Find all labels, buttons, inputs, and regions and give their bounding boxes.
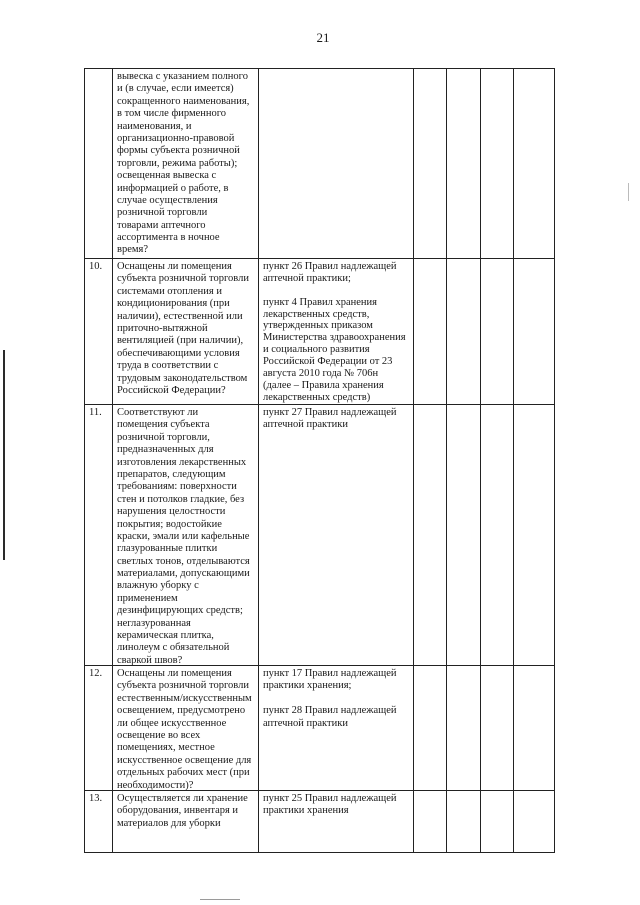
reference-text-line: (далее – Правила хранения <box>263 379 384 391</box>
page-number: 21 <box>316 30 330 45</box>
question-text-line: сваркой швов? <box>117 654 183 665</box>
question-text-line: изготовления лекарственных <box>117 456 247 468</box>
table-row <box>85 405 554 666</box>
question-text-line: нарушения целостности <box>117 506 226 518</box>
reference-text-line: пункт 27 Правил надлежащей <box>263 407 397 418</box>
question-text-line: Осуществляется ли хранение <box>117 793 248 804</box>
question-text-line: приточно-вытяжной <box>117 322 208 334</box>
question-text-line: оборудования, инвентаря и <box>117 805 239 817</box>
answer-cell-1 <box>414 791 447 852</box>
question-cell <box>113 69 259 258</box>
reference-text-line: Российской Федерации от 23 <box>263 356 393 368</box>
reference-text-line: пункт 26 Правил надлежащей <box>263 261 397 272</box>
reference-text-line: и социального развития <box>263 344 370 356</box>
question-text-line: трудовым законодательством <box>117 372 248 384</box>
question-text-line: обеспечивающими условия <box>117 347 240 359</box>
scan-speck <box>200 899 240 900</box>
question-text-line: керамическая плитка, <box>117 630 214 642</box>
question-text-line: Российской Федерации? <box>117 384 226 396</box>
row-number-cell <box>85 259 113 404</box>
answer-cell-1 <box>414 69 447 258</box>
question-text-line: в том числе фирменного <box>117 108 227 120</box>
question-text-line: информацией о работе, в <box>117 182 229 194</box>
question-text-line: покрытия; водостойкие <box>117 518 222 530</box>
row-number: 10. <box>89 261 103 272</box>
question-text-line: материалами, допускающими <box>117 568 250 580</box>
question-text-line: влажную уборку с <box>117 580 199 592</box>
question-text-line: организационно-правовой <box>117 132 235 144</box>
answer-cell-3 <box>481 405 514 665</box>
question-text-line: формы субъекта розничной <box>117 145 240 157</box>
question-text-line: отдельных рабочих мест (при <box>117 767 250 779</box>
question-text-line: субъекта розничной торговли <box>117 273 249 285</box>
reference-text-line: аптечной практики; <box>263 272 351 284</box>
question-text-line: субъекта розничной торговли <box>117 680 249 692</box>
question-cell <box>113 666 259 790</box>
row-number-cell <box>85 666 113 790</box>
question-text-line: Оснащены ли помещения <box>117 668 232 679</box>
question-text-line: неглазурованная <box>117 617 191 629</box>
reference-text-line: пункт 28 Правил надлежащей <box>263 705 397 717</box>
answer-cell-3 <box>481 69 514 258</box>
table-row <box>85 69 554 259</box>
reference-text-line: пункт 4 Правил хранения <box>263 296 377 308</box>
question-cell <box>113 791 259 852</box>
question-text-line: вентиляцией (при наличии), <box>117 335 244 347</box>
answer-cell-3 <box>481 666 514 790</box>
reference-text-line: августа 2010 года № 706н <box>263 368 379 380</box>
reference-cell <box>259 69 414 258</box>
question-text-line: применением <box>117 592 178 604</box>
question-text-line: случае осуществления <box>117 194 218 206</box>
reference-text-line: пункт 25 Правил надлежащей <box>263 793 397 804</box>
answer-cell-2 <box>447 666 481 790</box>
question-cell <box>113 259 259 404</box>
question-text-line: Оснащены ли помещения <box>117 261 232 272</box>
reference-text-line: лекарственных средств) <box>263 391 371 403</box>
question-text-line: торговли, режима работы); <box>117 157 238 169</box>
question-text-line: кондиционирования (при <box>117 298 230 310</box>
answer-cell-4 <box>514 666 554 790</box>
question-text-line: освещенная вывеска с <box>117 170 217 182</box>
answer-cell-3 <box>481 259 514 404</box>
question-text-line: Соответствуют ли <box>117 407 199 418</box>
row-number-cell <box>85 791 113 852</box>
question-text-line: искусственное освещение для <box>117 754 252 766</box>
answer-cell-4 <box>514 259 554 404</box>
question-text-line: помещениях, местное <box>117 742 215 754</box>
question-text-line: розничной торговли <box>117 207 208 219</box>
question-text-line: краски, эмали или кафельные <box>117 530 250 542</box>
answer-cell-2 <box>447 791 481 852</box>
reference-text-line <box>263 285 413 297</box>
question-text-line: вывеска с указанием полного <box>117 71 248 82</box>
answer-cell-2 <box>447 405 481 665</box>
question-text-line: труда в соответствии с <box>117 360 219 372</box>
reference-cell <box>259 791 414 852</box>
question-text-line: розничной торговли, <box>117 431 210 443</box>
question-cell <box>113 405 259 665</box>
question-text-line: помещения субъекта <box>117 419 210 431</box>
reference-text-line: практики хранения <box>263 805 349 817</box>
question-text-line: освещением, предусмотрено <box>117 705 246 717</box>
reference-cell <box>259 405 414 665</box>
question-text-line: наличии), естественной или <box>117 310 243 322</box>
answer-cell-2 <box>447 69 481 258</box>
question-text-line: светлых тонов, отделываются <box>117 555 250 567</box>
answer-cell-3 <box>481 791 514 852</box>
answer-cell-4 <box>514 405 554 665</box>
row-number-cell <box>85 405 113 665</box>
table-row <box>85 666 554 791</box>
reference-text-line <box>263 693 413 705</box>
question-text-line: необходимости)? <box>117 779 194 790</box>
answer-cell-4 <box>514 69 554 258</box>
table-row <box>85 791 554 853</box>
answer-cell-4 <box>514 791 554 852</box>
reference-text-line: аптечной практики <box>263 717 348 729</box>
reference-text-line: практики хранения; <box>263 680 352 692</box>
question-text-line: требованиям: поверхности <box>117 481 237 493</box>
answer-cell-1 <box>414 259 447 404</box>
scan-speck <box>628 183 629 201</box>
answer-cell-1 <box>414 666 447 790</box>
reference-text-line: аптечной практики <box>263 419 348 431</box>
question-text-line: предназначенных для <box>117 444 214 456</box>
question-text-line: системами отопления и <box>117 285 222 297</box>
question-text-line: линолеум с обязательной <box>117 642 230 654</box>
question-text-line: материалов для уборки <box>117 817 221 829</box>
question-text-line: время? <box>117 244 149 256</box>
scan-edge-mark <box>3 350 5 560</box>
question-text-line: наименования, и <box>117 120 192 132</box>
checklist-table <box>84 68 555 853</box>
reference-text-line: лекарственных средств, <box>263 308 370 320</box>
question-text-line: дезинфицирующих средств; <box>117 605 243 617</box>
question-text-line: стен и потолков гладкие, без <box>117 493 245 505</box>
question-text-line: ли общее искусственное <box>117 717 227 729</box>
reference-text-line: утвержденных приказом <box>263 320 373 332</box>
question-text-line: освещение во всех <box>117 729 201 741</box>
question-text-line: товарами аптечного <box>117 219 206 231</box>
table-row <box>85 259 554 405</box>
question-text-line: сокращенного наименования, <box>117 95 250 107</box>
question-text-line: естественным/искусственным <box>117 692 252 704</box>
row-number-cell <box>85 69 113 258</box>
reference-text-line: Министерства здравоохранения <box>263 332 406 344</box>
question-text-line: препаратов, следующим <box>117 468 226 480</box>
row-number: 13. <box>89 793 103 804</box>
row-number: 11. <box>89 407 102 418</box>
question-text-line: ассортимента в ночное <box>117 232 220 244</box>
question-text-line: глазурованные плитки <box>117 543 218 555</box>
reference-cell <box>259 259 414 404</box>
reference-cell <box>259 666 414 790</box>
answer-cell-2 <box>447 259 481 404</box>
answer-cell-1 <box>414 405 447 665</box>
row-number: 12. <box>89 668 103 679</box>
question-text-line: и (в случае, если имеется) <box>117 83 234 95</box>
reference-text-line: пункт 17 Правил надлежащей <box>263 668 397 679</box>
